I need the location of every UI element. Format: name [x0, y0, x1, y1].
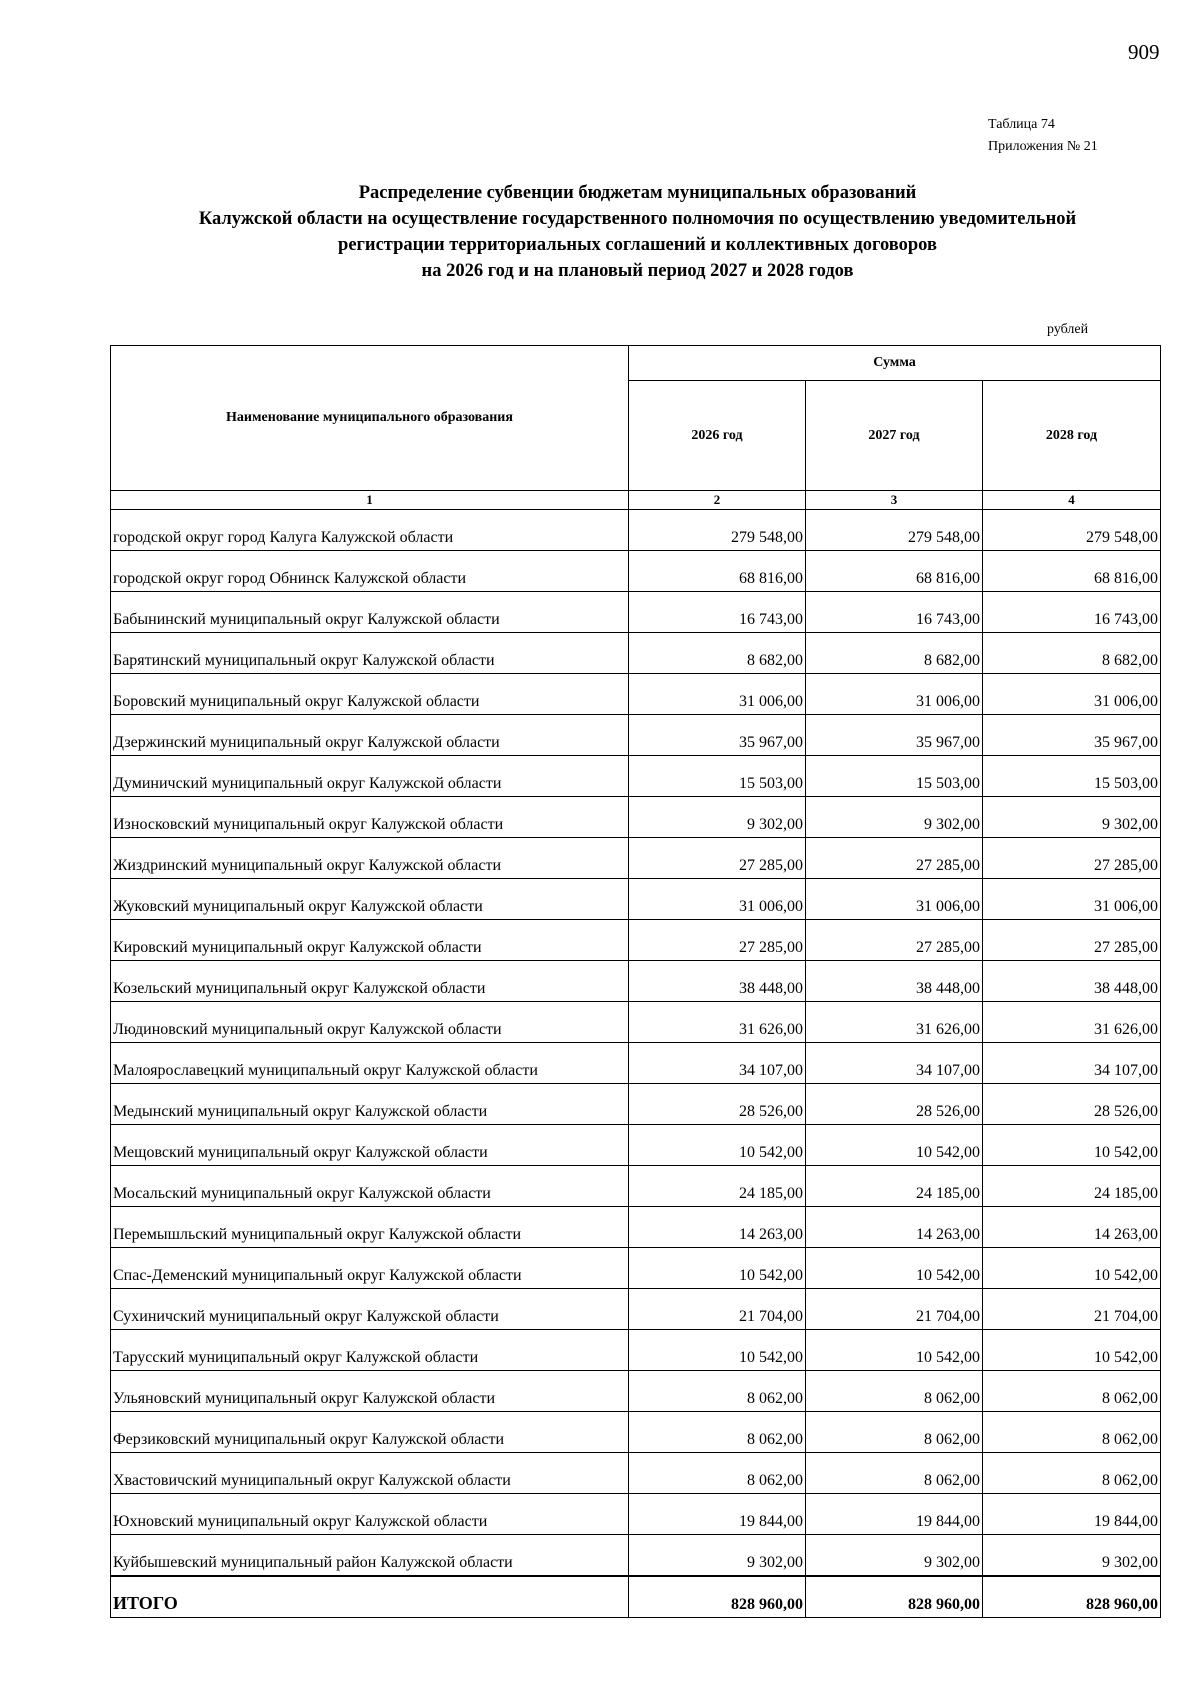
municipality-name-cell: Хвастовичский муниципальный округ Калужской области — [111, 1453, 629, 1494]
amount-2027-cell: 15 503,00 — [806, 756, 983, 797]
amount-2026-cell: 10 542,00 — [629, 1125, 806, 1166]
municipality-name-cell: Кировский муниципальный округ Калужской области — [111, 920, 629, 961]
table-label: Таблица 74 — [988, 117, 1055, 132]
amount-2027-cell: 31 006,00 — [806, 879, 983, 920]
municipality-name-cell: Куйбышевский муниципальный район Калужской области — [111, 1535, 629, 1577]
amount-2026-cell: 8 062,00 — [629, 1371, 806, 1412]
amount-2027-cell: 279 548,00 — [806, 510, 983, 551]
amount-2027-cell: 16 743,00 — [806, 592, 983, 633]
municipality-name-cell: Юхновский муниципальный округ Калужской области — [111, 1494, 629, 1535]
municipality-name-cell: городской округ город Обнинск Калужской области — [111, 551, 629, 592]
amount-2027-cell: 10 542,00 — [806, 1330, 983, 1371]
municipality-name-cell: Перемышльский муниципальный округ Калужской области — [111, 1207, 629, 1248]
municipality-name-cell: Малоярославецкий муниципальный округ Калужской области — [111, 1043, 629, 1084]
table-row — [111, 879, 1161, 920]
amount-2028-cell: 8 062,00 — [983, 1371, 1161, 1412]
total-2027-cell: 828 960,00 — [806, 1576, 983, 1618]
amount-2026-cell: 35 967,00 — [629, 715, 806, 756]
amount-2028-cell: 9 302,00 — [983, 797, 1161, 838]
amount-2028-cell: 9 302,00 — [983, 1535, 1161, 1577]
amount-2028-cell: 68 816,00 — [983, 551, 1161, 592]
amount-2028-cell: 35 967,00 — [983, 715, 1161, 756]
amount-2028-cell: 34 107,00 — [983, 1043, 1161, 1084]
amount-2027-cell: 9 302,00 — [806, 1535, 983, 1577]
municipality-name-cell: Козельский муниципальный округ Калужской области — [111, 961, 629, 1002]
municipality-name-cell: Ферзиковский муниципальный округ Калужской области — [111, 1412, 629, 1453]
page-number: 909 — [1128, 40, 1160, 64]
amount-2027-cell: 10 542,00 — [806, 1248, 983, 1289]
amount-2026-cell: 15 503,00 — [629, 756, 806, 797]
amount-2028-cell: 21 704,00 — [983, 1289, 1161, 1330]
total-label-cell: ИТОГО — [111, 1576, 629, 1618]
column-number: 2 — [629, 491, 806, 510]
amount-2026-cell: 10 542,00 — [629, 1330, 806, 1371]
amount-2028-cell: 8 682,00 — [983, 633, 1161, 674]
amount-2026-cell: 21 704,00 — [629, 1289, 806, 1330]
amount-2026-cell: 19 844,00 — [629, 1494, 806, 1535]
amount-2028-cell: 8 062,00 — [983, 1453, 1161, 1494]
title-line: на 2026 год и на плановый период 2027 и 2028 годов — [421, 261, 854, 281]
amount-2027-cell: 21 704,00 — [806, 1289, 983, 1330]
table-row — [111, 1453, 1161, 1494]
total-2026-cell: 828 960,00 — [629, 1576, 806, 1618]
column-number: 4 — [983, 491, 1161, 510]
total-2028-cell: 828 960,00 — [983, 1576, 1161, 1618]
municipality-name-cell: Людиновский муниципальный округ Калужской области — [111, 1002, 629, 1043]
amount-2026-cell: 8 062,00 — [629, 1412, 806, 1453]
subvention-table — [110, 345, 1161, 1618]
table-row — [111, 1371, 1161, 1412]
amount-2027-cell: 31 626,00 — [806, 1002, 983, 1043]
table-row — [111, 1248, 1161, 1289]
table-row — [111, 1084, 1161, 1125]
table-row — [111, 715, 1161, 756]
amount-2028-cell: 10 542,00 — [983, 1248, 1161, 1289]
amount-2028-cell: 38 448,00 — [983, 961, 1161, 1002]
table-row — [111, 920, 1161, 961]
amount-2028-cell: 28 526,00 — [983, 1084, 1161, 1125]
year-header-2027: 2027 год — [806, 381, 983, 491]
amount-2028-cell: 27 285,00 — [983, 838, 1161, 879]
amount-2026-cell: 34 107,00 — [629, 1043, 806, 1084]
municipality-name-cell: Жуковский муниципальный округ Калужской области — [111, 879, 629, 920]
table-reference — [988, 114, 1098, 158]
amount-2027-cell: 8 062,00 — [806, 1453, 983, 1494]
table-body — [111, 510, 1161, 1618]
municipality-name-cell: Мещовский муниципальный округ Калужской области — [111, 1125, 629, 1166]
year-header-2028: 2028 год — [983, 381, 1161, 491]
amount-2026-cell: 16 743,00 — [629, 592, 806, 633]
amount-2026-cell: 14 263,00 — [629, 1207, 806, 1248]
table-row — [111, 633, 1161, 674]
municipality-name-cell: Ульяновский муниципальный округ Калужской области — [111, 1371, 629, 1412]
amount-2027-cell: 34 107,00 — [806, 1043, 983, 1084]
amount-2028-cell: 31 006,00 — [983, 879, 1161, 920]
table-row — [111, 1330, 1161, 1371]
amount-2026-cell: 38 448,00 — [629, 961, 806, 1002]
municipality-name-cell: Бабынинский муниципальный округ Калужской области — [111, 592, 629, 633]
table-row — [111, 1125, 1161, 1166]
amount-2026-cell: 31 006,00 — [629, 674, 806, 715]
amount-2026-cell: 68 816,00 — [629, 551, 806, 592]
table-row — [111, 1289, 1161, 1330]
amount-2028-cell: 10 542,00 — [983, 1125, 1161, 1166]
amount-2026-cell: 31 006,00 — [629, 879, 806, 920]
amount-2027-cell: 8 682,00 — [806, 633, 983, 674]
title-line: регистрации территориальных соглашений и коллективных договоров — [338, 235, 937, 255]
municipality-name-cell: Боровский муниципальный округ Калужской области — [111, 674, 629, 715]
table-row — [111, 1535, 1161, 1577]
amount-2027-cell: 31 006,00 — [806, 674, 983, 715]
name-column-header: Наименование муниципального образования — [111, 346, 629, 491]
amount-2027-cell: 35 967,00 — [806, 715, 983, 756]
amount-2026-cell: 27 285,00 — [629, 920, 806, 961]
table-row — [111, 961, 1161, 1002]
municipality-name-cell: Думиничский муниципальный округ Калужской области — [111, 756, 629, 797]
municipality-name-cell: Жиздринский муниципальный округ Калужской области — [111, 838, 629, 879]
appendix-label: Приложения № 21 — [988, 139, 1098, 154]
municipality-name-cell: Мосальский муниципальный округ Калужской области — [111, 1166, 629, 1207]
amount-2027-cell: 24 185,00 — [806, 1166, 983, 1207]
year-header-2026: 2026 год — [629, 381, 806, 491]
table-row — [111, 674, 1161, 715]
amount-2027-cell: 9 302,00 — [806, 797, 983, 838]
column-number: 1 — [111, 491, 629, 510]
table-row — [111, 1043, 1161, 1084]
amount-2026-cell: 9 302,00 — [629, 797, 806, 838]
amount-2026-cell: 279 548,00 — [629, 510, 806, 551]
amount-2028-cell: 279 548,00 — [983, 510, 1161, 551]
amount-2027-cell: 68 816,00 — [806, 551, 983, 592]
amount-2028-cell: 27 285,00 — [983, 920, 1161, 961]
amount-2028-cell: 19 844,00 — [983, 1494, 1161, 1535]
amount-2026-cell: 24 185,00 — [629, 1166, 806, 1207]
amount-2027-cell: 8 062,00 — [806, 1371, 983, 1412]
municipality-name-cell: Сухиничский муниципальный округ Калужской области — [111, 1289, 629, 1330]
amount-2028-cell: 10 542,00 — [983, 1330, 1161, 1371]
municipality-name-cell: Медынский муниципальный округ Калужской области — [111, 1084, 629, 1125]
amount-2027-cell: 10 542,00 — [806, 1125, 983, 1166]
table-row — [111, 510, 1161, 551]
amount-2028-cell: 31 626,00 — [983, 1002, 1161, 1043]
column-number: 3 — [806, 491, 983, 510]
amount-2027-cell: 8 062,00 — [806, 1412, 983, 1453]
table-row — [111, 592, 1161, 633]
municipality-name-cell: Спас-Деменский муниципальный округ Калужской области — [111, 1248, 629, 1289]
title-line: Калужской области на осуществление государственного полномочия по осуществлению уведомительной — [198, 209, 1077, 229]
amount-2026-cell: 8 682,00 — [629, 633, 806, 674]
amount-2027-cell: 27 285,00 — [806, 838, 983, 879]
amount-2026-cell: 8 062,00 — [629, 1453, 806, 1494]
table-row — [111, 797, 1161, 838]
table-row — [111, 756, 1161, 797]
municipality-name-cell: Барятинский муниципальный округ Калужской области — [111, 633, 629, 674]
amount-2027-cell: 19 844,00 — [806, 1494, 983, 1535]
amount-2026-cell: 27 285,00 — [629, 838, 806, 879]
table-row — [111, 1207, 1161, 1248]
amount-2027-cell: 28 526,00 — [806, 1084, 983, 1125]
amount-2028-cell: 31 006,00 — [983, 674, 1161, 715]
amount-2028-cell: 16 743,00 — [983, 592, 1161, 633]
table-row — [111, 838, 1161, 879]
document-title — [100, 180, 1175, 284]
municipality-name-cell: Тарусский муниципальный округ Калужской области — [111, 1330, 629, 1371]
amount-2026-cell: 9 302,00 — [629, 1535, 806, 1577]
amount-2026-cell: 31 626,00 — [629, 1002, 806, 1043]
total-row — [111, 1576, 1161, 1618]
municipality-name-cell: Дзержинский муниципальный округ Калужской области — [111, 715, 629, 756]
amount-2026-cell: 10 542,00 — [629, 1248, 806, 1289]
amount-2027-cell: 38 448,00 — [806, 961, 983, 1002]
table-row — [111, 1412, 1161, 1453]
title-line: Распределение субвенции бюджетам муниципальных образований — [358, 183, 917, 203]
amount-2028-cell: 15 503,00 — [983, 756, 1161, 797]
amount-2026-cell: 28 526,00 — [629, 1084, 806, 1125]
units-label: рублей — [1047, 322, 1089, 337]
table-row — [111, 1166, 1161, 1207]
amount-2028-cell: 8 062,00 — [983, 1412, 1161, 1453]
amount-2027-cell: 27 285,00 — [806, 920, 983, 961]
table-row — [111, 1002, 1161, 1043]
municipality-name-cell: городской округ город Калуга Калужской области — [111, 510, 629, 551]
table-row — [111, 551, 1161, 592]
municipality-name-cell: Износковский муниципальный округ Калужской области — [111, 797, 629, 838]
table-row — [111, 1494, 1161, 1535]
amount-2027-cell: 14 263,00 — [806, 1207, 983, 1248]
sum-column-header: Сумма — [629, 346, 1161, 381]
amount-2028-cell: 14 263,00 — [983, 1207, 1161, 1248]
amount-2028-cell: 24 185,00 — [983, 1166, 1161, 1207]
